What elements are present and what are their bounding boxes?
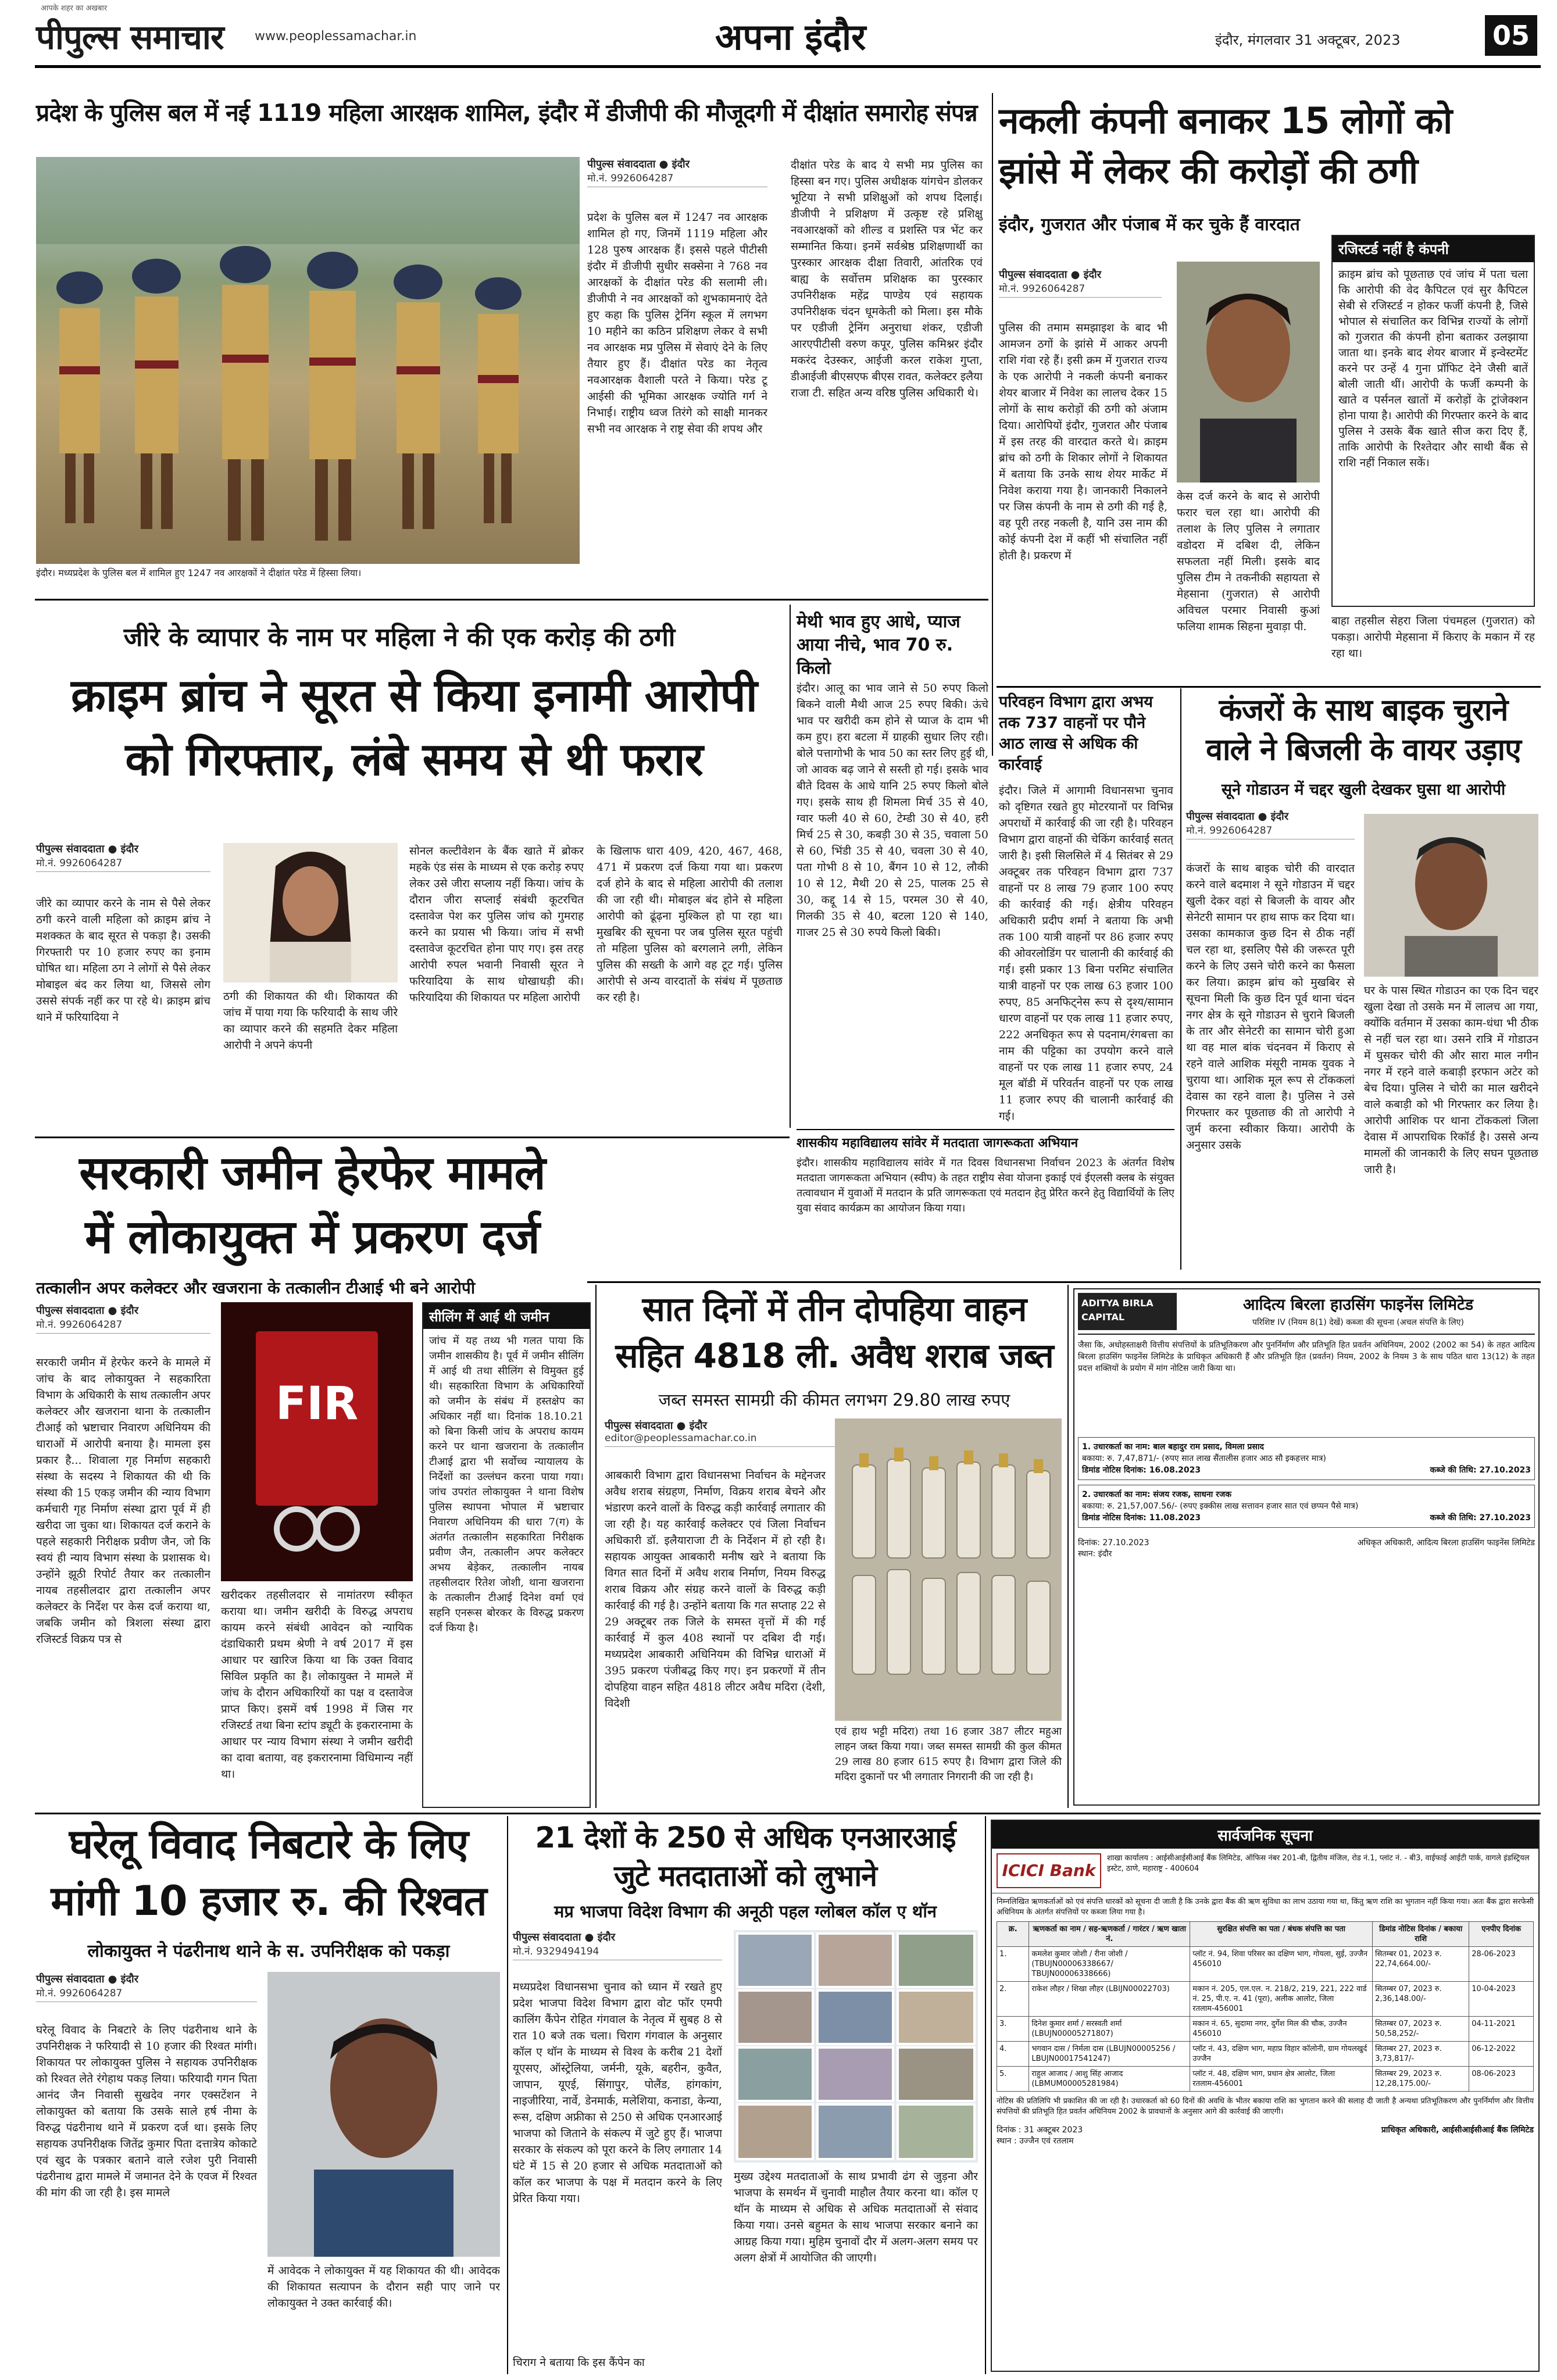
- table-cell: प्लॉट नं. 43, दक्षिण भाग, महाप्र विहार कॉलोनी, ग्राम गोयलखुर्द उज्जैन: [1190, 2042, 1373, 2067]
- divider-v-lower-left: [595, 1285, 597, 1808]
- icici-intro: निम्नलिखित ऋणकर्ताओं को एवं संपत्ति धारकों को सूचना दी जाती है कि उनके द्वारा बैंक की ऋण सुविधा का लाभ उठाया गया था, किंतु ऋण राशि का भुगतान नहीं किया गया। अतः बैंक द्वारा सरफेसी अधिनियम के अंतर्गत संपत्तियों पर कब्जा लिया गया है।: [997, 1897, 1534, 1917]
- masthead-tagline: आपके शहर का अखबार: [41, 4, 108, 13]
- aditya-demand1: डिमांड नोटिस दिनांक: 16.08.2023: [1082, 1466, 1201, 1475]
- icici-th-2: ऋणकर्ता का नाम / सह-ऋणकर्ता / गारंटर / ऋण खाता नं.: [1029, 1922, 1190, 1947]
- story2-sidebox-body: क्राइम ब्रांच को पूछताछ एवं जांच में पता चला कि आरोपी की वेद कैपिटल एवं सुर कैपिटल सेबी से रजिस्टर्ड न होकर फर्जी कंपनी है, जिसे भोपाल से संचालित कर विभिन्न राज्यों के लोगों को गुजरात की कंपनी होना बताकर उलझाया जाता था। इनके बाद शेयर बाजार में इन्वेस्टमेंट करने पर उन्हें 4 गुना प्रॉफिट देने जैसी बातें बोली जाती थीं। आरोपी के फर्जी कम्पनी के खाते व पर्सनल खातों में करोड़ों के ट्रांजेक्शन होना पाया है। आरोपी की गिरफ्तार करने के बाद पुलिस ने उसके बैंक खाते सीज करा दिए हैं, ताकि आरोपी के रिश्तेदार और साथी बैंक से राशि नहीं निकाल सकें।: [1338, 268, 1528, 469]
- aditya-borrower2: 2. उधारकर्ता का नाम: संजय रजक, साधना रजक: [1082, 1490, 1232, 1499]
- nri-byline-block: [513, 1930, 722, 1965]
- story3-headline-line1: क्राइम ब्रांच ने सूरत से किया इनामी आरोपी: [70, 670, 758, 722]
- aditya-place: स्थान: इंदौर: [1078, 1549, 1112, 1559]
- aditya-date: दिनांक: 27.10.2023: [1078, 1538, 1149, 1548]
- aditya-subtitle: परिशिष्ट IV (नियम 8(1) देखें) कब्जा की सूचना (अचल संपत्ति के लिए): [1252, 1318, 1464, 1327]
- divider-v-bottom-1: [507, 1816, 508, 2374]
- parade-illustration: [36, 157, 580, 564]
- table-cell: सितम्बर 01, 2023 रु. 22,74,664.00/-: [1373, 1947, 1469, 1982]
- table-row: [997, 1982, 1534, 2017]
- bike-headline-line2: वाले ने बिजली के वायर उड़ाए: [1206, 732, 1521, 767]
- nri-col1: मध्यप्रदेश विधानसभा चुनाव को ध्यान में रखते हुए प्रदेश भाजपा विदेश विभाग द्वारा वोट फॉर एमपी कालिंग कैंपेन रोहित गंगवाल के नेतृत्व में सुबह 8 से रात 10 बजे तक चला। चिराग गंगवाल के अनुसार कॉल ए थॉन के माध्यम से विश्व के करीब 21 देशों यूएसए, ऑस्ट्रेलिया, जर्मनी, यूके, बहरीन, कुवैत, जापान, यूएई, सिंगापुर, पोलैंड, हांगकांग, नाइजीरिया, नार्वे, डेनमार्क, मलेशिया, कनाडा, केन्या, रूस, दक्षिण अफ्रीका से 250 से अधिक एनआरआई भाजपा को जिताने के संकल्प में जुटे हुए हैं। भाजपा सरकार के संकल्प को पूरा करने के लिए लगातार 14 घंटे में 15 से 20 हजार से अधिक मतदाताओं को कॉल कर भाजपा के पक्ष में मतदान करने के लिए प्रेरित किया गया।: [513, 1981, 722, 2205]
- divider-h-2: [35, 1137, 790, 1138]
- bike-subhead: सूने गोडाउन में चद्दर खुली देखकर घुसा था आरोपी: [1221, 781, 1506, 799]
- page-number: 05: [1485, 15, 1537, 56]
- table-row: [997, 2017, 1534, 2042]
- bike-accused-portrait: [1364, 814, 1538, 977]
- divider-h-right-1: [997, 686, 1541, 688]
- table-cell: प्लॉट नं. 48, दक्षिण भाग, प्रधान क्षेत्र आलोट, जिला रतलाम-456001: [1190, 2067, 1373, 2092]
- liquor-col1: आबकारी विभाग द्वारा विधानसभा निर्वाचन के मद्देनजर अवैध शराब संग्रहण, निर्माण, विक्रय शराब बेचने और भंडारण करने वालों के विरुद्ध कड़ी कार्रवाई लगातार की जा रही है। यह कार्रवाई कलेक्टर एवं जिला निर्वाचन अधिकारी डॉ. इलैयाराजा टी के निर्देशन में हो रही है। सहायक आयुक्त आबकारी मनीष खरे ने बताया कि विगत सात दिनों में अवैध शराब निर्माण, नियम विरुद्ध शराब विक्रय और संग्रह करने वालों के विरुद्ध कड़ी कार्रवाई की गई है। उन्होंने बताया कि गत सप्ताह 22 से 29 अक्टूबर तक जिले के समस्त वृत्तों में की गई कार्रवाई में कुल 408 स्थानों पर दबिश दी गई। मध्यप्रदेश आबकारी अधिनियम की विभिन्न धाराओं में 395 प्रकरण पंजीबद्ध किए गए। इन प्रकरणों में तीन दोपहिया वाहन सहित 4818 लीटर अवैध मदिरा (देशी, विदेशी: [605, 1469, 826, 1710]
- table-cell: सितम्बर 07, 2023 रु. 50,58,252/-: [1373, 2017, 1469, 2042]
- masthead: [0, 0, 1557, 65]
- table-cell: 28-06-2023: [1469, 1947, 1534, 1982]
- icici-footer: नोटिस की प्रतिलिपि भी प्रकाशित की जा रही है। उधारकर्ता को 60 दिनों की अवधि के भीतर बकाया राशि का भुगतान करने की सलाह दी जाती है अन्यथा प्रतिभूतिकरण और पुनर्निर्माण और वित्तीय संपत्तियों की प्रतिभूति हित प्रवर्तन अधिनियम 2002 के प्रावधानों के अनुसार आगे की कार्रवाई की जाएगी।: [997, 2097, 1534, 2116]
- story2-sidebox: [1331, 235, 1535, 607]
- table-cell: भगवान दास / निर्मला दास (LBUJN00005256 / LBUJN00017541247): [1029, 2042, 1190, 2067]
- story1-col1: प्रदेश के पुलिस बल में 1247 नव आरक्षक शामिल हो गए, जिनमें 1119 महिला और 128 पुरुष आरक्षक हैं। इससे पहले पीटीसी इंदौर में डीजीपी सुधीर सक्सेना ने 768 नव आरक्षकों के दीक्षांत परेड की सलामी ली। डीजीपी ने नव आरक्षकों को शुभकामनाएं देते हुए कहा कि पुलिस ट्रेनिंग स्कूल में लगभग 10 महीने का कठिन प्रशिक्षण लेकर वे सभी नव आरक्षक मप्र पुलिस में सेवाएं देने के लिए तैयार हुए हैं। दीक्षांत परेड का नेतृत्व नवआरक्षक वैशाली परते ने किया। परेड टू आईसी की भूमिका आरक्षक ज्योति गर्ग ने निभाई। राष्ट्रीय ध्वज तिरंगे को साक्षी मानकर सभी नव आरक्षक ने राष्ट्र सेवा की शपथ और: [587, 211, 767, 435]
- transport-headline: परिवहन विभाग द्वारा अभय तक 737 वाहनों पर पौने आठ लाख से अधिक की कार्रवाई: [999, 693, 1153, 774]
- market-body: इंदौर। आलू का भाव जाने से 50 रुपए किलो बिकने वाली मैथी आज 25 रुपए बिकी। ऊंचे भाव पर खरीदी कम होने से प्याज के दाम भी कम हुए। हरा बटला में ग्राहकी सुधार लिए रही। बोले पत्तागोभी के भाव 50 का स्तर लिए हुई थी, जो आवक बढ़ जाने से सस्ती हो गई। इसके भाव बीते दिवस के आधे यानि 25 रुपए किलो बोले गए। इसके साथ ही शिमला मिर्च 35 से 40, ग्वार फली 40 से 60, टेम्डी 30 से 40, हरी मिर्च 25 से 30, कबड़ी 30 से 35, चवाला 50 से 60, भिंडी 35 से 40, चवला 30 से 40, पता गोभी 8 से 10, बैंगन 10 से 12, लौकी 10 से 12, मैथी 20 से 25, पालक 25 से 30, कद्दू 14 से 15, परमल 30 से 40, गिलकी 35 से 40, बटला 120 से 140, गाजर 25 से 30 रुपये किलो बिकी।: [797, 682, 988, 939]
- story2-col2: केस दर्ज करने के बाद से आरोपी फरार चल रहा था। आरोपी की तलाश के लिए पुलिस ने लगातार वडोदरा में दबिश दी, लेकिन सफलता नहीं मिली। इसके बाद पुलिस टीम ने तकनीकी सहायता से मेहसाना (गुजरात) से आरोपी अविचल परमार निवासी कुआं फलिया शामक सिहना मुवाड़ा पी.: [1177, 490, 1320, 633]
- lokayukta-byline: पीपुल्स संवाददाता ● इंदौर: [36, 1305, 139, 1317]
- divider-h-3: [587, 1281, 1541, 1283]
- table-row: [997, 1947, 1534, 1982]
- aditya-borrower1: 1. उधारकर्ता का नाम: बाल बहादुर राम प्रसाद, विमला प्रसाद: [1082, 1442, 1264, 1452]
- nri-video-call-collage: [734, 1930, 978, 2163]
- nri-mobile: मो.नं. 9329494194: [513, 1944, 722, 1960]
- table-cell: मकान नं. 65, सुदामा नगर, दुर्गेश मिल की चौक, उज्जैन 456010: [1190, 2017, 1373, 2042]
- aditya-signatory: अधिकृत अधिकारी, आदित्य बिरला हाउसिंग फाइनेंस लिमिटेड: [1357, 1538, 1535, 1548]
- nri-headline-line1: 21 देशों के 250 से अधिक एनआरआई: [535, 1821, 956, 1854]
- accused-photo-1: [1177, 262, 1320, 483]
- lokayukta-sidebox-title: सीलिंग में आई थी जमीन: [423, 1303, 590, 1329]
- bribe-mobile: मो.नं. 9926064287: [36, 1986, 257, 2002]
- table-cell: 1.: [997, 1947, 1029, 1982]
- nri-headline-line2: जुटे मतदाताओं को लुभाने: [613, 1859, 877, 1893]
- accused-photo-woman: [223, 843, 398, 982]
- bike-mobile: मो.नं. 9926064287: [1186, 823, 1355, 839]
- story2-col1: पुलिस की तमाम समझाइश के बाद भी आमजन ठगों के झांसे में आकर अपनी राशि गंवा रहे हैं। इसी क्रम में गुजरात राज्य के एक आरोपी ने नकली कंपनी बनाकर शेयर बाजार में निवेश का लालच देकर 15 लोगों के साथ करोड़ों की ठगी को अंजाम दिया। आरोपियों इंदौर, गुजरात और पंजाब में इस तरह की वारदात करते थे। क्राइम ब्रांच को ठगी के शिकार लोगों ने शिकायत में बताया कि उनके साथ शेयर मार्केट में निवेश कराया गया है। जानकारी निकालने पर जिस कंपनी के नाम से ठगी की गई है, वह पूरी तरह नकली है, यानि उस नाम की कोई कंपनी देश में कहीं भी संचालित नहीं होती है। प्रकरण में: [999, 321, 1167, 562]
- story2-subhead: इंदौर, गुजरात और पंजाब में कर चुके हैं वारदात: [999, 215, 1300, 235]
- liquor-headline-line2: सहित 4818 ली. अवैध शराब जब्त: [615, 1336, 1054, 1375]
- liquor-email[interactable]: editor@peoplessamachar.co.in: [605, 1432, 837, 1447]
- aditya-amount1: बकाया: रु. 7,47,871/- (रुपए सात लाख सैंतालीस हजार आठ सौ इकहत्तर मात्र): [1082, 1454, 1326, 1463]
- story2-sidebox-title: रजिस्टर्ड नहीं है कंपनी: [1333, 236, 1534, 262]
- fir-label: FIR: [275, 1378, 359, 1430]
- lokayukta-sidebox-body: जांच में यह तथ्य भी गलत पाया कि जमीन शासकीय है। पूर्व में जमीन सीलिंग में आई थी तथा सीलिंग से विमुक्त हुई थी। सहकारिता विभाग के अधिकारियों को जमीन के संबंध में हस्तक्षेप का अधिकार नहीं था। दिनांक 18.10.21 को बिना किसी जांच के अपराध कायम करने पर थाना खजराना के तत्कालीन टीआई द्वारा भी सर्वोच्च न्यायालय के निर्देशों का उल्लंघन करना पाया गया। जांच उपरांत लोकायुक्त ने थाना विशेष पुलिस स्थापना भोपाल में भ्रष्टाचार निवारण अधिनियम की धारा 7(ग) के अंतर्गत तत्कालीन सहकारिता निरीक्षक प्रवीण जैन, तत्कालीन अपर कलेक्टर अभय बेड़ेकर, तत्कालीन नायब तहसीलदार रितेश जोशी, थाना खजराना के तत्कालीन टीआई दिनेश वर्मा एवं सहनि एनरूस बोरकर के विरुद्ध प्रकरण दर्ज किया है।: [429, 1335, 584, 1634]
- video-call-grid: [734, 1930, 978, 2163]
- svachh-body: इंदौर। शासकीय महाविद्यालय सांवेर में गत दिवस विधानसभा निर्वाचन 2023 के अंतर्गत विशेष मतदाता जागरूकता अभियान (स्वीप) के तहत राष्ट्रीय सेवा योजना इकाई एवं ईएलसी क्लब के संयुक्त तत्वावधान में युवाओं में मतदान के प्रति जागरूकता एवं मतदान हेतु प्रेरित करने हेतु विद्यार्थियों के लिए युवा संवाद कार्यक्रम का आयोजन किया गया।: [797, 1157, 1174, 1214]
- icici-th-5: एनपीए दिनांक: [1469, 1922, 1534, 1947]
- bribe-accused-portrait: [267, 1972, 500, 2257]
- bribe-accused-photo: [267, 1972, 500, 2257]
- bribe-headline-line2: मांगी 10 हजार रु. की रिश्वत: [51, 1877, 487, 1925]
- story2-headline-line2: झांसे में लेकर की करोड़ों की ठगी: [999, 149, 1418, 192]
- lokayukta-mobile: मो.नं. 9926064287: [36, 1317, 210, 1334]
- table-cell: प्लॉट नं. 94, शिवा परिसर का दक्षिण भाग, गोयला, सुई, उज्जैन 456010: [1190, 1947, 1373, 1982]
- story2-byline: पीपुल्स संवाददाता ● इंदौर: [999, 269, 1102, 281]
- story3-col3: सोनल कल्टीवेशन के बैंक खाते में ब्रोकर महके एंड संस के माध्यम से एक करोड़ रुपए लेकर उसे जीरा सप्लाय नहीं किया। जांच के दौरान जीरा सप्लाई संबंधी कूटरचित दस्तावेज पेश कर पुलिस जांच को गुमराह करने का प्रयास भी किया। जांच में सभी दस्तावेज कूटरचित होना पाए गए। इस तरह आरोपी रुपल भवानी निवासी सूरत ने फरियादिया के साथ धोखाधड़ी की। फरियादिया की शिकायत पर महिला आरोपी: [409, 845, 584, 1004]
- liquor-byline: पीपुल्स संवाददाता ● इंदौर: [605, 1420, 708, 1432]
- aditya-amount2: बकाया: रु. 21,57,007.56/- (रुपए इक्कीस लाख सत्तावन हजार सात एवं छप्पन पैसे मात्र): [1082, 1502, 1359, 1511]
- icici-date: दिनांक : 31 अक्टूबर 2023: [997, 2125, 1083, 2135]
- lokayukta-sidebox: [422, 1302, 591, 1808]
- fir-handcuff-icon: [221, 1302, 413, 1581]
- story3-col4: के खिलाफ धारा 409, 420, 467, 468, 471 में प्रकरण दर्ज किया गया था। प्रकरण दर्ज होने के बाद से महिला आरोपी की तलाश की जा रही थी। मोबाइल बंद होने से महिला आरोपी को ढूंढ़ना मुश्किल हो पा रहा था। मुखबिर की सूचना पर जब पुलिस सूरत पहुंची तो महिला पुलिस को बरगलाने लगी, लेकिन पुलिस की सख्ती के आगे वह टूट गई। पुलिस आरोपी से अन्य वारदातों के संबंध में पूछताछ कर रही है।: [597, 845, 783, 1004]
- bribe-headline-line1: घरेलू विवाद निबटारे के लिए: [69, 1820, 469, 1868]
- aditya-title: आदित्य बिरला हाउसिंग फाइनेंस लिमिटेड: [1242, 1296, 1474, 1314]
- table-cell: 3.: [997, 2017, 1029, 2042]
- icici-th-4: डिमांड नोटिस दिनांक / बकाया राशि: [1373, 1922, 1469, 1947]
- story3-headline-line2: को गिरफ्तार, लंबे समय से थी फरार: [125, 734, 703, 786]
- story3-mobile: मो.नं. 9926064287: [36, 856, 210, 872]
- table-cell: राहुल आजाद / आशु सिंह आजाद (LBMUM00005281984): [1029, 2067, 1190, 2092]
- bike-byline: पीपुल्स संवाददाता ● इंदौर: [1186, 810, 1289, 823]
- lokayukta-headline-line1: सरकारी जमीन हेरफेर मामले: [79, 1146, 545, 1200]
- story1-byline: पीपुल्स संवाददाता ● इंदौर: [587, 158, 690, 170]
- table-cell: मकान नं. 205, एल.एल. न. 218/2, 219, 221, 222 वार्ड नं. 25, पी.ए. न. 41 (पूरा), अलीक आलोट, जिला रतलाम-456001: [1190, 1982, 1373, 2017]
- story1-headline: प्रदेश के पुलिस बल में नई 1119 महिला आरक्षक शामिल, इंदौर में डीजीपी की मौजूदगी में दीक्षांत समारोह संपन्न: [36, 99, 977, 127]
- liquor-byline-block: [605, 1418, 837, 1452]
- paper-logo: पीपुल्स समाचार: [36, 17, 224, 57]
- fir-graphic: [221, 1302, 413, 1581]
- table-cell: 08-06-2023: [1469, 2067, 1534, 2092]
- table-cell: 04-11-2021: [1469, 2017, 1534, 2042]
- divider-h-4: [35, 1813, 1541, 1814]
- table-cell: 5.: [997, 2067, 1029, 2092]
- nri-byline: पीपुल्स संवाददाता ● इंदौर: [513, 1931, 616, 1943]
- table-cell: सितम्बर 07, 2023 रु. 2,36,148.00/-: [1373, 1982, 1469, 2017]
- table-cell: 10-04-2023: [1469, 1982, 1534, 2017]
- lokayukta-col2: खरीदकर तहसीलदार से नामांतरण स्वीकृत कराया था। जमीन खरीदी के विरुद्ध अपराध कायम करने संबंधी आवेदन को न्यायिक दंडाधिकारी प्रथम श्रेणी ने वर्ष 2017 में इस आधार पर खारिज किया था कि उक्त विवाद सिविल प्रकृति का है। लोकायुक्त ने मामले में जांच के दौरान अधिकारियों का पक्ष व दस्तावेज प्राप्त किए। इसमें वर्ष 1998 में जिस गर रजिस्टर्ड तथा बिना स्टांप ड्यूटी के इकरारनामा के आधार पर न्याय विभाग संस्था ने जमीन खरीदी का दावा बताया, वह इकरारनामा विधिमान्य नहीं था।: [221, 1589, 413, 1781]
- aditya-possession1: कब्जे की तिथि: 27.10.2023: [1430, 1466, 1531, 1475]
- bike-headline-line1: कंजरों के साथ बाइक चुराने: [1219, 693, 1508, 728]
- divider-v-mid: [790, 605, 791, 1128]
- nri-col2: मुख्य उद्देश्य मतदाताओं के साथ प्रभावी ढंग से जुड़ना और भाजपा के समर्थन में चुनावी माहौल तैयार करना था। कॉल ए थॉन के माध्यम से अधिक से अधिक मतदाताओं से संवाद किया गया। उनसे बहुमत के साथ भाजपा सरकार बनाने का आग्रह किया गया। मुहिम चुनावों दौर में अलग-अलग समय पर अलग क्षेत्रों में आयोजित की जाएगी।: [734, 2170, 978, 2264]
- nri-subhead: मप्र भाजपा विदेश विभाग की अनूठी पहल ग्लोबल कॉल ए थॉन: [554, 1902, 937, 1921]
- dateline: इंदौर, मंगलवार 31 अक्टूबर, 2023: [1215, 32, 1401, 48]
- bribe-byline-block: [36, 1972, 257, 2007]
- aditya-logo: ADITYA BIRLA CAPITAL: [1078, 1293, 1177, 1330]
- story2-byline-block: [999, 267, 1162, 302]
- icici-signatory: प्राधिकृत अधिकारी, आईसीआईसीआई बैंक लिमिटेड: [1381, 2125, 1534, 2135]
- lokayukta-byline-block: [36, 1303, 210, 1338]
- story3-col2: ठगी की शिकायत की थी। शिकायत की जांच में पाया गया कि फरियादी के साथ जीरे का व्यापार करने की सहमति देकर महिला आरोपी ने अपने कंपनी: [223, 990, 398, 1052]
- bribe-byline: पीपुल्स संवाददाता ● इंदौर: [36, 1973, 139, 1985]
- accused-photo-bike: [1364, 814, 1538, 977]
- story3-byline-block: [36, 842, 210, 877]
- story1-byline-block: [587, 157, 767, 192]
- story1-mobile: मो.नं. 9926064287: [587, 171, 767, 187]
- story2-headline-line1: नकली कंपनी बनाकर 15 लोगों को: [999, 99, 1452, 142]
- icici-place: स्थान : उज्जैन एवं रतलाम: [997, 2136, 1074, 2146]
- icici-th-3: सुरक्षित संपत्ति का पता / बंधक संपत्ति का पता: [1190, 1922, 1373, 1947]
- accused-portrait-1: [1177, 262, 1320, 483]
- table-cell: दिनेश कुमार शर्मा / सरस्वती शर्मा (LBUJN00005271807): [1029, 2017, 1190, 2042]
- story3-kicker: जीरे के व्यापार के नाम पर महिला ने की एक करोड़ की ठगी: [123, 623, 676, 652]
- icici-address: शाखा कार्यालय : आईसीआईसीआई बैंक लिमिटेड, ऑफिस नंबर 201-बी, द्वितीय मंजिल, रोड नं.1, प्लांट नं. - बी3, वाईफाई आईटी पार्क, वागले इंडस्ट्रियल इस्टेट, ठाणे, महाराष्ट्र - 400604: [1107, 1854, 1530, 1873]
- icici-table: [997, 1921, 1534, 2092]
- market-headline: मेथी भाव हुए आधे, प्याज आया नीचे, भाव 70 रु. किलो: [797, 612, 960, 678]
- divider-v-right: [1180, 688, 1181, 1270]
- table-cell: सितम्बर 29, 2023 रु. 12,28,175.00/-: [1373, 2067, 1469, 2092]
- bike-col1: कंजरों के साथ बाइक चोरी की वारदात करने वाले बदमाश ने सूने गोडाउन में चद्दर खुली देकर वहां से बिजली के वायर और सेनेटरी सामान पर हाथ साफ कर दिया था। उसका कामकाज कुछ दिन से ठीक नहीं चल रहा था, इसलिए पैसे की जरूरत पूरी करने के लिए उसने चोरी करने का फैसला कर लिया। क्राइम ब्रांच को मुखबिर से सूचना मिली कि कुछ दिन पूर्व थाना चंदन नगर क्षेत्र के सूने गोडाउन से चुराने बिजली के तार और सेनेटरी का सामान चोरी हुआ था वह माल बांक चंदनवन में किराए से रहने वाले आशिक मंसूरी नामक युवक ने चुराया था। आशिक मूल रूप से टोंककलां देवास का रहने वाला है। पुलिस ने उसे गिरफ्तार कर पूछताछ की तो आरोपी ने जुर्म करना स्वीकार किया। आरोपी के अनुसार उसके: [1186, 862, 1355, 1152]
- divider-v-top: [992, 93, 993, 756]
- story1-col2: दीक्षांत परेड के बाद ये सभी मप्र पुलिस का हिस्सा बन गए। पुलिस अधीक्षक यांगचेन डोलकर भूटिया ने सभी प्रशिक्षुओं को शपथ दिलाई। डीजीपी ने प्रशिक्षण में उत्कृष्ट रहे प्रशिक्षु नवआरक्षकों को शील्ड व प्रशस्ति पत्र भेंट कर सम्मानित किया। इनमें सर्वश्रेष्ठ प्रशिक्षणार्थी का पुरस्कार आरक्षक दीक्षा तिवारी, आंतरिक एवं बाह्य के सर्वोत्तम प्रशिक्षक का पुरस्कार उपनिरीक्षक महेंद्र पाण्डेय एवं सहायक उपनिरीक्षक चंदन धूमकेती को मिला। इस मौके पर एडीजी ट्रेनिंग अनुराधा शंकर, एडीजी आरएपीटीसी वरुण कपूर, पुलिस कमिश्नर इंदौर मकरंद देउस्कर, आईजी करल राकेश गुप्ता, डीआईजी बीएसएफ बीएस रावत, कलेक्टर इलैया राजा टी. सहित अन्य वरिष्ठ पुलिस अधिकारी थे।: [791, 159, 983, 399]
- divider-v-notice: [1067, 1285, 1069, 1808]
- section-title: अपना इंदौर: [715, 16, 866, 58]
- woman-portrait: [223, 843, 398, 982]
- table-cell: कमलेश कुमार जोशी / रीना जोशी / (TBUJN00006338667/ TBUJN00006338666): [1029, 1947, 1190, 1982]
- divider-h-svachh: [797, 1129, 1174, 1130]
- story3-col1: जीरे का व्यापार करने के नाम से पैसे लेकर ठगी करने वाली महिला को क्राइम ब्रांच ने मशक्कत के बाद सूरत से पकड़ा है। उसकी गिरफ्तारी पर 10 हजार रुपए का इनाम घोषित था। महिला ठग ने लोगों से पैसे लेकर मोबाइल बंद कर लिया था, जिससे लोग उससे संपर्क नहीं कर पा रहे थे। क्राइम ब्रांच थाने में फरियादिया ने: [36, 897, 210, 1024]
- bike-byline-block: [1186, 809, 1355, 844]
- parade-photo: [36, 157, 580, 564]
- divider-v-bottom-2: [985, 1816, 986, 2374]
- nri-tail: चिराग ने बताया कि इस कैंपेन का: [513, 2356, 645, 2369]
- icici-th-1: क्र.: [997, 1922, 1029, 1947]
- aditya-demand2: डिमांड नोटिस दिनांक: 11.08.2023: [1082, 1513, 1201, 1523]
- liquor-photo: [835, 1418, 1062, 1721]
- masthead-rule: [35, 65, 1541, 68]
- svachh-headline: शासकीय महाविद्यालय सांवेर में मतदाता जागरूकता अभियान: [797, 1136, 1079, 1150]
- table-row: [997, 2067, 1534, 2092]
- story2-tail: बाहा तहसील सेहरा जिला पंचमहल (गुजरात) को पकड़ा। आरोपी मेहसाना में किराए के मकान में रह रहा था।: [1331, 614, 1535, 660]
- aditya-possession2: कब्जे की तिथि: 27.10.2023: [1430, 1513, 1531, 1523]
- story2-mobile: मो.नं. 9926064287: [999, 281, 1162, 298]
- liquor-headline-line1: सात दिनों में तीन दोपहिया वाहन: [642, 1289, 1027, 1329]
- bike-col2: घर के पास स्थित गोडाउन का एक दिन चद्दर खुला देखा तो उसके मन में लालच आ गया, क्योंकि वर्तमान में उसका काम-धंधा भी ठीक से नहीं चल रहा था। उसने रात्रि में गोडाउन में घुसकर चोरी की और सारा माल नगीन नगर में रहने वाले कबाड़ी इरफान अटेर को बेच दिया। पुलिस ने चोरी का माल खरीदने वाले कबाड़ी को भी गिरफ्तार कर लिया है। आरोपी आशिक पर थाना टोंककलां जिला देवास में आपराधिक रिकॉर्ड है। उससे अन्य मामलों की जानकारी के लिए सघन पूछताछ जारी है।: [1364, 984, 1538, 1176]
- liquor-photo-caption: एवं हाथ भट्टी मदिरा) तथा 16 हजार 387 लीटर महुआ लाहन जब्त किया गया। जब्त समस्त सामग्री की कुल कीमत 29 लाख 80 हजार 615 रुपए है। विभाग द्वारा जिले की मदिरा दुकानों पर भी लगातार निगरानी की जा रही है।: [835, 1725, 1062, 1783]
- liquor-bottles-illustration: [835, 1418, 1062, 1721]
- table-cell: राकेश लौहर / शिखा लौहर (LBIJN00022703): [1029, 1982, 1190, 2017]
- liquor-subhead: जब्त समस्त सामग्री की कीमत लगभग 29.80 लाख रुपए: [658, 1390, 1010, 1410]
- bribe-col1: घरेलू विवाद के निबटारे के लिए पंढरीनाथ थाने के उपनिरीक्षक ने फरियादी से 10 हजार की रिश्वत मांगी। शिकायत पर लोकायुक्त पुलिस ने सहायक उपनिरीक्षक को रिश्वत लेते रंगेहाथ पकड़ लिया। फरियादी गगन पिता आनंद जैन निवासी सुखदेव नगर एक्सटेंशन ने लोकायुक्त को बताया कि उसके साले हर्ष नीमा के विरुद्ध पंढरीनाथ थाने में प्रकरण दर्ज था। इसके लिए सहायक उपनिरीक्षक जितेंद्र कुमार पिता दत्तात्रेय कोकाटे एवं खुद के पत्रकार बताने वाले रजेश पुरी निवासी पंढरीनाथ द्वारा मामले में जमानत देने के एवज में रिश्वत की मांग की जा रही है। इस मामले: [36, 2024, 257, 2199]
- lokayukta-headline-line2: में लोकायुक्त में प्रकरण दर्ज: [85, 1210, 540, 1264]
- lokayukta-subhead: तत्कालीन अपर कलेक्टर और खजराना के तत्कालीन टीआई भी बने आरोपी: [36, 1278, 476, 1298]
- bribe-subhead: लोकायुक्त ने पंढरीनाथ थाने के स. उपनिरीक्षक को पकड़ा: [87, 1941, 450, 1961]
- divider-h-1: [35, 599, 988, 601]
- table-cell: 06-12-2022: [1469, 2042, 1534, 2067]
- icici-banner: सार्वजनिक सूचना: [992, 1821, 1538, 1849]
- icici-logo: ICICI Bank: [997, 1853, 1101, 1888]
- parade-photo-caption: इंदौर। मध्यप्रदेश के पुलिस बल में शामिल हुए 1247 नव आरक्षकों ने दीक्षांत परेड में हिस्सा लिया।: [36, 567, 362, 578]
- story3-byline: पीपुल्स संवाददाता ● इंदौर: [36, 843, 139, 855]
- table-cell: सितम्बर 27, 2023 रु. 3,73,817/-: [1373, 2042, 1469, 2067]
- website-url[interactable]: www.peoplessamachar.in: [255, 29, 417, 44]
- aditya-notice: [1073, 1288, 1540, 1806]
- table-cell: 4.: [997, 2042, 1029, 2067]
- lokayukta-col1: सरकारी जमीन में हेरफेर करने के मामले में जांच के बाद लोकायुक्त ने सहकारिता विभाग के अधिकारी के साथ तत्कालीन अपर कलेक्टर और खजराना थाना के तत्कालीन टीआई को भ्रष्टाचार निवारण अधिनियम की धाराओं में आरोपी बनाया है। मामला इस प्रकार है... शिवाला गृह निर्माण सहकारी संस्था के सदस्य ने शिकायत की थी कि संस्था की 15 एकड़ जमीन की न्याय विभाग कर्मचारी गृह निर्माण संस्था द्वारा पूर्व में ही खरीदा जा चुका था। शिकायत दर्ज कराने के पहले सहकारी निरीक्षक प्रवीण जैन, जो कि स्वयं ही न्याय विभाग संस्था के प्रशासक थे। उन्होंने झूठी रिपोर्ट तैयार कर तत्कालीन नायब तहसीलदार द्वारा तत्कालीन अपर कलेक्टर के निर्देश पर केस दर्ज कराया था, जबकि जमीन को त्रिशला संस्था द्वारा रजिस्टर्ड विक्रय पत्र से: [36, 1356, 210, 1646]
- icici-notice: [991, 1820, 1540, 2372]
- transport-body: इंदौर। जिले में आगामी विधानसभा चुनाव को दृष्टिगत रखते हुए मोटरयानों पर विभिन्न अपराधों में कार्रवाई की जा रही है। परिवहन विभाग द्वारा वाहनों की चेकिंग कार्रवाई सतत् जारी है। इसी सिलसिले में 4 सितंबर से 29 अक्टूबर तक परिवहन विभाग द्वारा 737 वाहनों पर 8 लाख 79 हजार 100 रुपए की कार्रवाई की गई। क्षेत्रीय परिवहन अधिकारी प्रदीप शर्मा ने बताया कि अभी तक 100 यात्री वाहनों पर 86 हजार रुपए की ओवरलोडिंग पर चालानी की कार्रवाई की गई। इसी प्रकार 13 बिना परमिट संचालित यात्री वाहनों पर एक लाख 63 हजार 100 रुपए, 85 अनफिट्नेस रूप से दृश्य/सामान धारण वाहनों पर एक लाख 11 हजार रुपए, 222 अनधिकृत रूप से पदनाम/रंगबत्ता का नाम की पट्टिका का उपयोग करने वाले वाहनों पर एक लाख 11 हजार रुपए, 24 मूल बॉडी में परिवर्तन वाहनों पर एक लाख 11 हजार रुपए की चालानी कार्रवाई की गई।: [999, 784, 1173, 1123]
- aditya-body: जैसा कि, अधोहस्ताक्षरी वित्तीय संपत्तियों के प्रतिभूतिकरण और पुनर्निर्माण और प्रतिभूति हित प्रवर्तन अधिनियम, 2002 (2002 का 54) के तहत आदित्य बिरला हाउसिंग फाइनेंस लिमिटेड के प्राधिकृत अधिकारी हैं और प्रतिभूति हित (प्रवर्तन) नियम, 2002 के नियम 3 के साथ पठित धारा 13(12) के तहत प्रदत्त शक्तियों के प्रयोग में मांग नोटिस जारी किया था।: [1078, 1341, 1535, 1373]
- table-row: [997, 2042, 1534, 2067]
- bribe-col2: में आवेदक ने लोकायुक्त में यह शिकायत की थी। आवेदक की शिकायत सत्यापन के दौरान सही पाए जाने पर लोकायुक्त ने उक्त कार्रवाई की।: [267, 2264, 500, 2310]
- table-cell: 2.: [997, 1982, 1029, 2017]
